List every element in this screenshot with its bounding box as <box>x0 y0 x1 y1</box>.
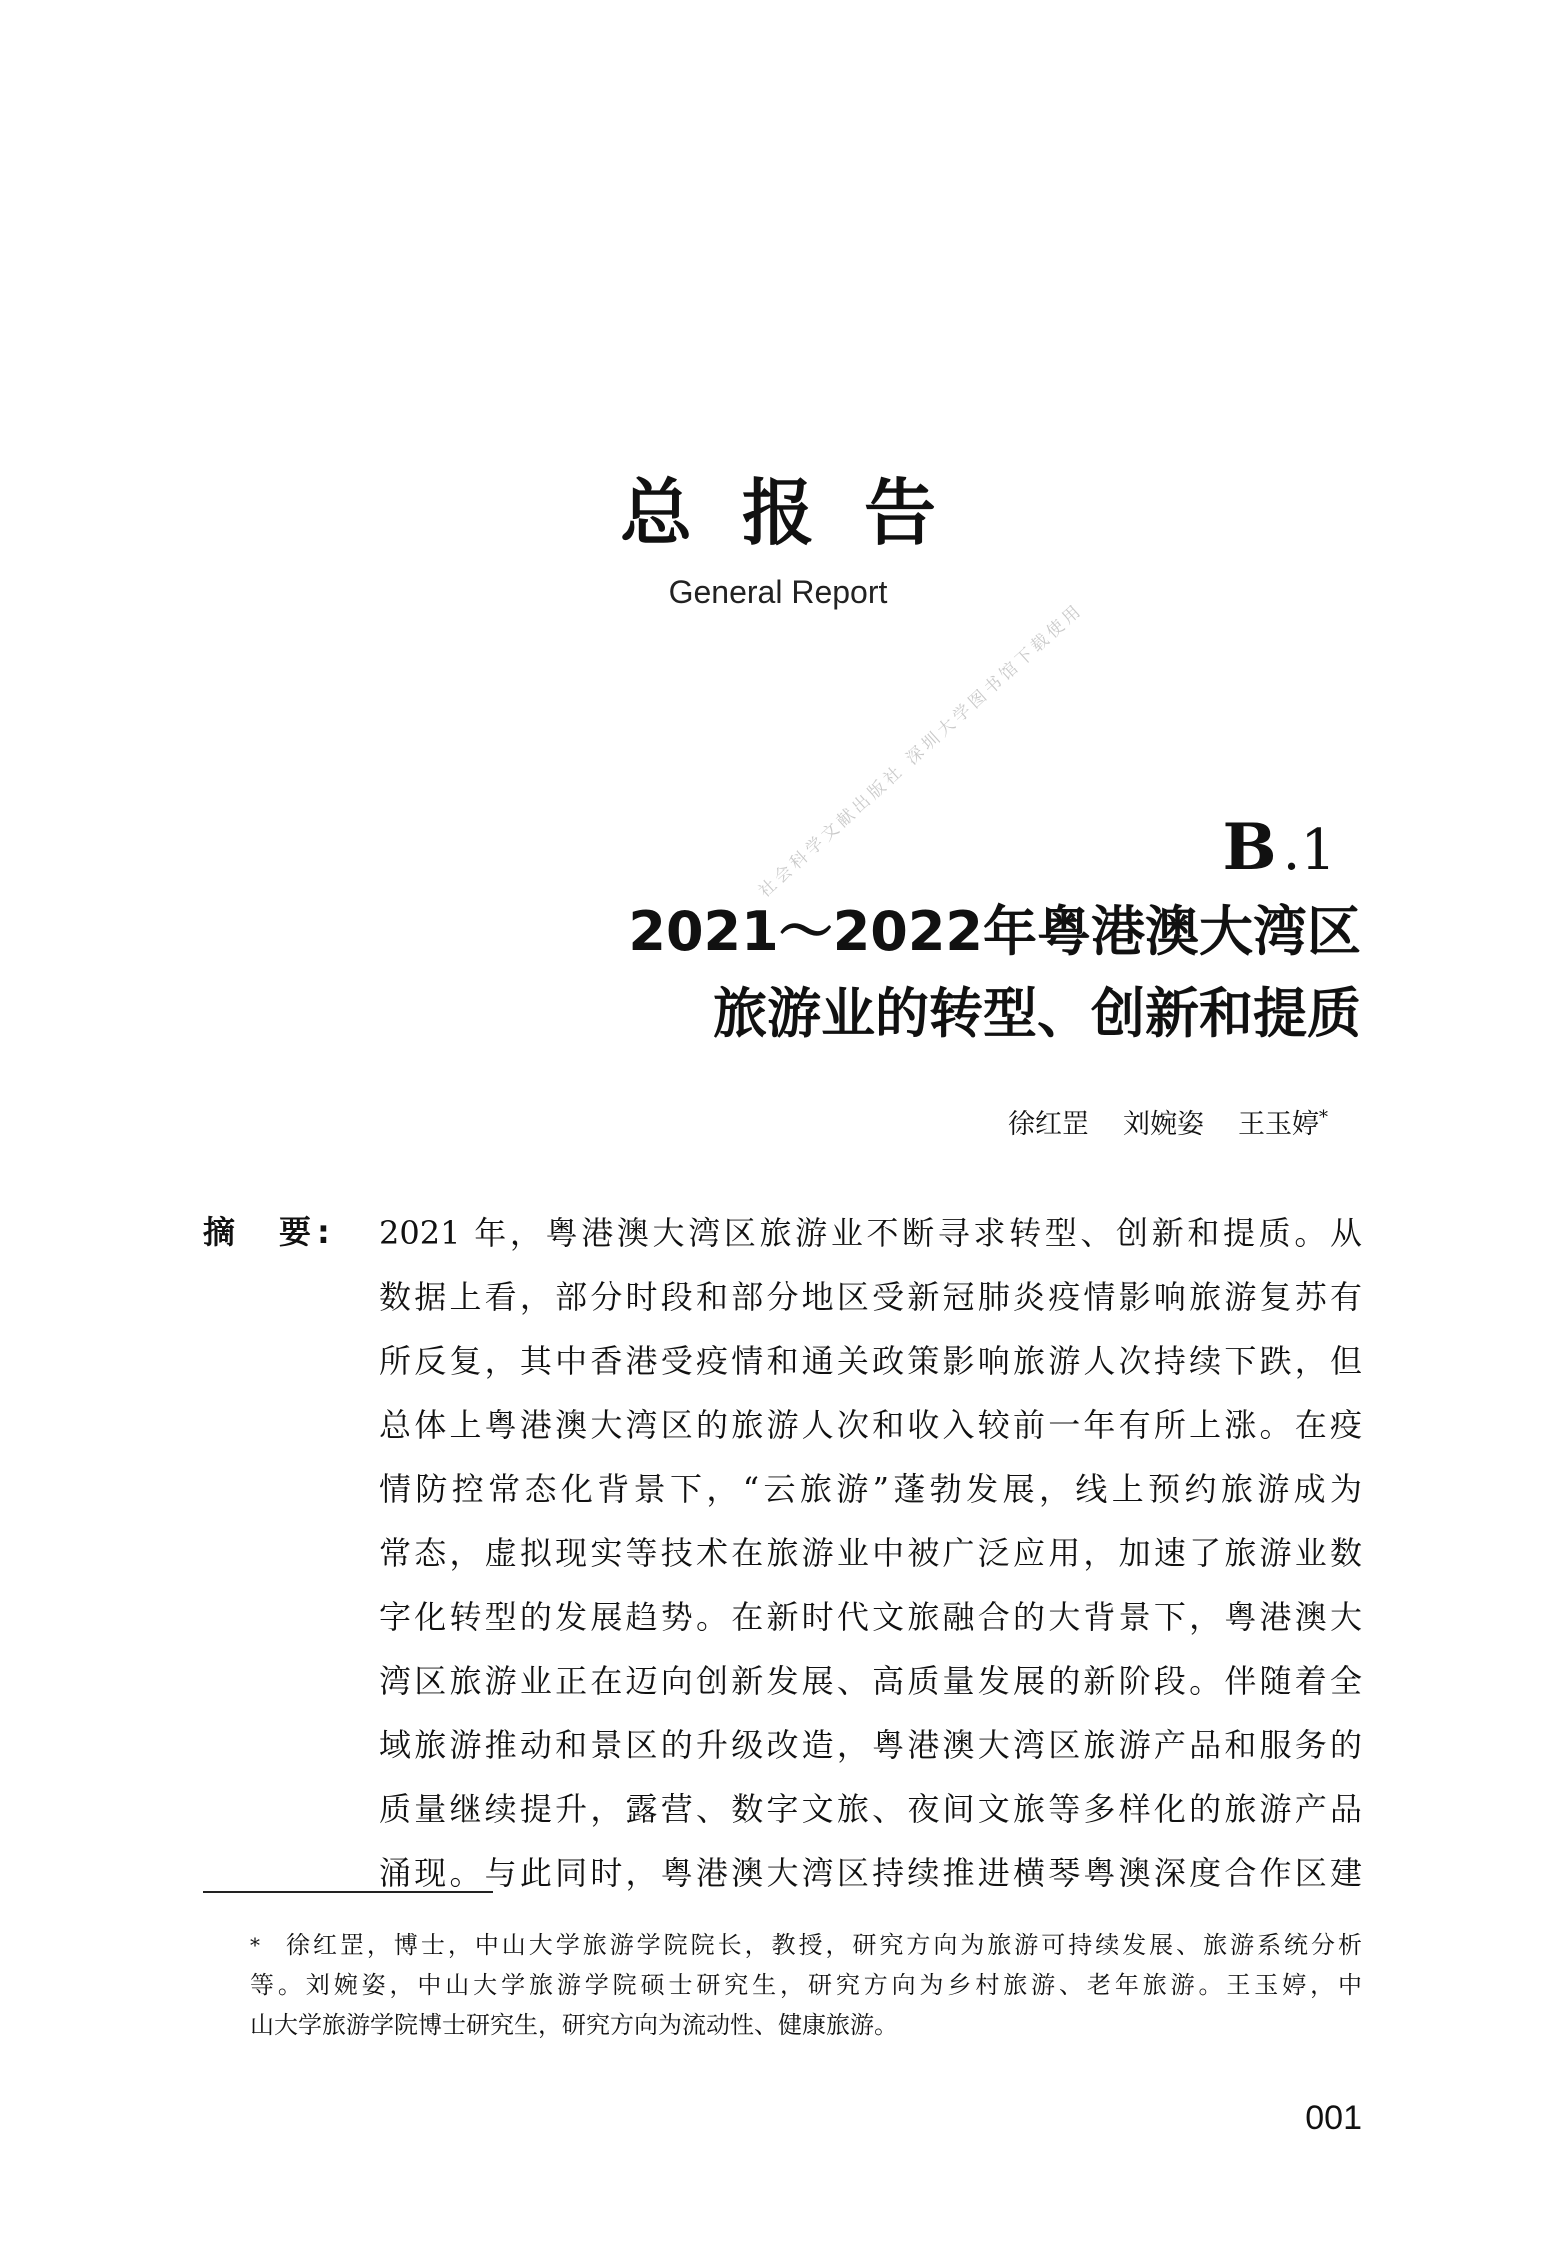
footnote <box>250 1925 1362 2045</box>
section-subtitle: General Report <box>668 574 888 610</box>
chapter-title-line-1: 2021～2022年粤港澳大湾区 <box>628 900 1361 963</box>
chapter-code <box>1222 808 1336 904</box>
footnote-line: 山大学旅游学院博士研究生，研究方向为流动性、健康旅游。 <box>250 2011 898 2039</box>
author-name: 刘婉姿 <box>1123 1109 1204 1140</box>
watermark: 社会科学文献出版社 深圳大学图书馆下载使用 <box>754 599 1088 902</box>
abstract-line: 质量继续提升，露营、数字文旅、夜间文旅等多样化的旅游产品 <box>379 1790 1362 1828</box>
authors <box>1008 1098 1328 1145</box>
footnote-line: 等。刘婉姿，中山大学旅游学院硕士研究生，研究方向为乡村旅游、老年旅游。王玉婷，中 <box>250 1971 1362 1999</box>
chapter-code-number: .1 <box>1282 818 1336 883</box>
abstract-body <box>379 1201 1362 1905</box>
chapter-title-line-2: 旅游业的转型、创新和提质 <box>713 982 1361 1045</box>
footnote-mark: * <box>250 1933 260 1957</box>
abstract-line: 涌现。与此同时，粤港澳大湾区持续推进横琴粤澳深度合作区建 <box>379 1854 1362 1892</box>
abstract-label: 摘 要: <box>203 1213 336 1251</box>
chapter-code-letter: B <box>1222 810 1277 885</box>
abstract-line: 字化转型的发展趋势。在新时代文旅融合的大背景下，粤港澳大 <box>379 1598 1362 1636</box>
author-name: 王玉婷 <box>1238 1109 1319 1140</box>
author-note-mark: * <box>1319 1107 1328 1128</box>
abstract-line: 常态，虚拟现实等技术在旅游业中被广泛应用，加速了旅游业数 <box>379 1534 1362 1572</box>
abstract-line: 情防控常态化背景下，“云旅游”蓬勃发展，线上预约旅游成为 <box>379 1470 1362 1508</box>
abstract-line: 湾区旅游业正在迈向创新发展、高质量发展的新阶段。伴随着全 <box>379 1662 1362 1700</box>
footnote-line: 徐红罡，博士，中山大学旅游学院院长，教授，研究方向为旅游可持续发展、旅游系统分析 <box>286 1931 1362 1959</box>
abstract-line: 域旅游推动和景区的升级改造，粤港澳大湾区旅游产品和服务的 <box>379 1726 1362 1764</box>
footnote-divider <box>203 1891 493 1893</box>
abstract-line: 所反复，其中香港受疫情和通关政策影响旅游人次持续下跌，但 <box>379 1342 1362 1380</box>
abstract-line: 总体上粤港澳大湾区的旅游人次和收入较前一年有所上涨。在疫 <box>379 1406 1362 1444</box>
abstract-line: 数据上看，部分时段和部分地区受新冠肺炎疫情影响旅游复苏有 <box>379 1278 1362 1316</box>
author-name: 徐红罡 <box>1008 1109 1089 1140</box>
section-title: 总报告 <box>619 471 986 555</box>
abstract-line: 2021 年，粤港澳大湾区旅游业不断寻求转型、创新和提质。从 <box>379 1214 1362 1252</box>
page-number: 001 <box>1305 2099 1362 2137</box>
